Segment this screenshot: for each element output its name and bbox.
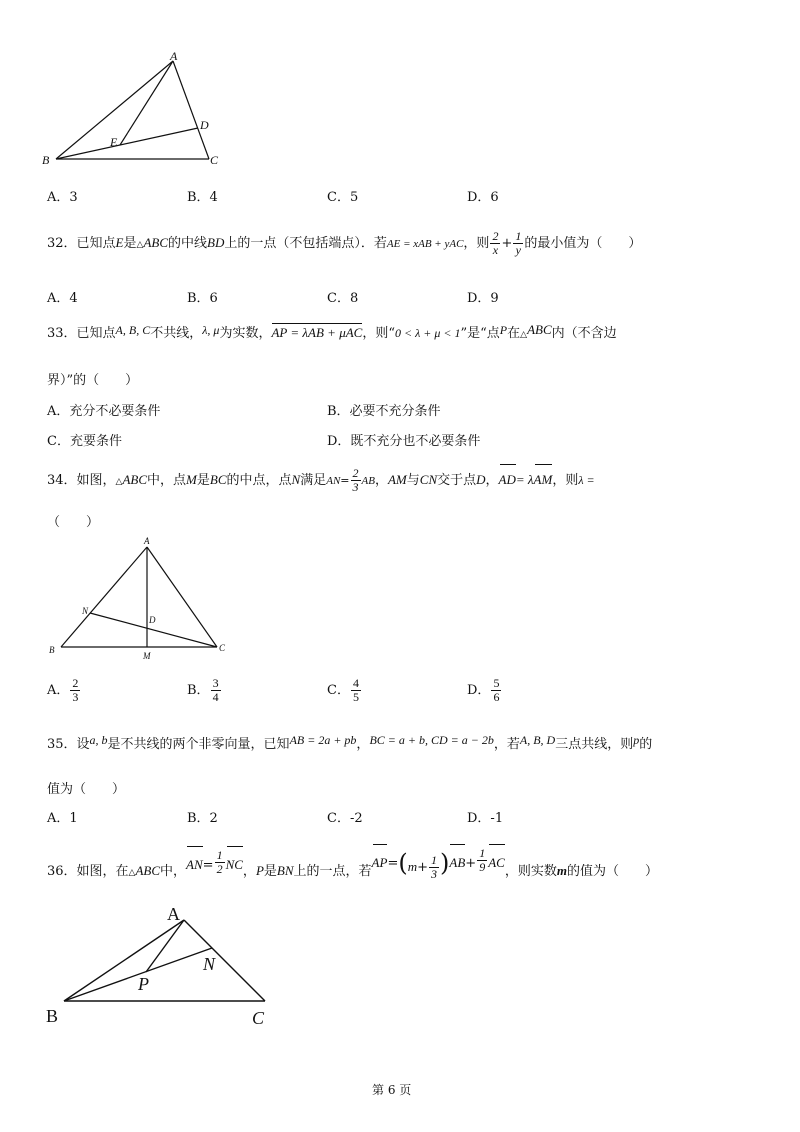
segment-AB — [61, 547, 147, 647]
q34-text: 中，点 — [147, 473, 187, 488]
q36-paren-group — [398, 849, 450, 881]
q33-option-a: A．充分不必要条件 — [47, 404, 161, 419]
q34-option-d — [467, 677, 502, 704]
q31-option-d: D．6 — [467, 190, 499, 205]
page-number: 第 6 页 — [372, 1083, 412, 1097]
q36-vector-ap: AP — [372, 846, 388, 880]
q36-variable-m: m — [556, 863, 567, 878]
q34-segment-am: AM — [387, 472, 407, 487]
q34-segment-cn: CN — [419, 472, 438, 487]
q36-text: ， — [242, 864, 256, 879]
label-B: B — [46, 1006, 59, 1026]
q35-points: A, B, D — [519, 733, 556, 747]
q35-number: 35．设 — [47, 737, 90, 752]
q34-option-c — [327, 677, 362, 704]
q34-text: ， — [374, 473, 388, 488]
q34-vector-am: AM — [534, 466, 553, 494]
q33-text: 在 — [507, 326, 521, 341]
q34-number: 34．如图， — [47, 473, 116, 488]
numerator: 2 — [492, 229, 499, 243]
figure-q36-triangle — [40, 898, 290, 1033]
q36-variable-m: m — [407, 859, 418, 874]
q33-text: ”是“点 — [460, 326, 500, 341]
q34-vector-an: AN — [326, 475, 341, 487]
triangle-symbol: △ — [128, 868, 136, 878]
q35-option-b: B．2 — [187, 811, 218, 826]
q33-points: A, B, C — [115, 323, 151, 337]
denominator: 4 — [212, 690, 219, 704]
q32-text: 的最小值为（ ） — [524, 236, 642, 251]
equals-sign: = — [387, 856, 399, 871]
label-M: M — [143, 651, 151, 660]
label-N: N — [203, 954, 216, 974]
numerator: 1 — [431, 853, 438, 867]
q32-option-a: A．4 — [47, 291, 78, 306]
q35-text: 三点共线，则 — [555, 737, 634, 752]
segment-AC — [147, 547, 217, 647]
denominator: 6 — [493, 690, 500, 704]
q34-text: 与 — [406, 473, 420, 488]
numerator: 2 — [72, 676, 79, 690]
segment-AB — [64, 920, 184, 1001]
label-N: N — [82, 606, 89, 616]
q34-triangle-name: ABC — [122, 472, 148, 487]
label-C: C — [210, 153, 219, 167]
q34-text: ，则 — [552, 473, 579, 488]
label-E: E — [110, 135, 118, 149]
q35-option-c: C．-2 — [327, 811, 363, 826]
numerator: 4 — [352, 676, 359, 690]
q36-stem — [47, 846, 658, 890]
q33-option-b: B．必要不充分条件 — [327, 404, 441, 419]
q32-option-d: D．9 — [467, 291, 499, 306]
segment-AC — [173, 61, 209, 159]
option-fraction — [211, 677, 221, 704]
q34-option-a — [47, 677, 81, 704]
q34-text: ， — [485, 473, 499, 488]
label-D: D — [200, 118, 209, 132]
q32-fraction-1-over-y — [513, 230, 523, 257]
q36-fraction-1-2 — [215, 849, 225, 876]
option-label: C． — [327, 683, 350, 698]
label-D: D — [149, 615, 156, 625]
triangle-symbol: △ — [520, 330, 528, 340]
q34-point-n: N — [291, 472, 301, 487]
label-A: A — [167, 904, 180, 924]
option-fraction — [351, 677, 361, 704]
q36-text: 上的一点，若 — [293, 864, 372, 879]
q32-text: ，则 — [463, 236, 490, 251]
numerator: 1 — [216, 848, 223, 862]
triangle-symbol: △ — [136, 240, 144, 250]
q31-option-c: C．5 — [327, 190, 359, 205]
q32-vector-expression: AE = xAB + yAC — [386, 238, 464, 250]
option-fraction — [70, 677, 80, 704]
q33-option-c: C．充要条件 — [47, 434, 122, 449]
left-paren: ( — [398, 849, 408, 877]
plus-sign: + — [465, 856, 477, 871]
q32-fraction-2-over-x — [490, 230, 500, 257]
q35-variable-p: p — [633, 733, 640, 747]
q35-vectors-ab: a, b — [89, 733, 108, 747]
numerator: 3 — [212, 676, 219, 690]
q35-text: 是不共线的两个非零向量，已知 — [107, 737, 290, 752]
label-C: C — [219, 643, 226, 653]
q34-text: 满足 — [300, 473, 327, 488]
denominator: y — [515, 243, 521, 257]
q34-point-d: D — [476, 472, 486, 487]
right-paren: ) — [440, 849, 450, 877]
q33-text: ，则“ — [362, 326, 395, 341]
q36-triangle-name: ABC — [135, 863, 161, 878]
q35-text: ，若 — [493, 737, 520, 752]
q34-vector-ab: AB — [361, 475, 375, 487]
q35-option-a: A．1 — [47, 811, 78, 826]
denominator: 3 — [72, 690, 79, 704]
label-B: B — [49, 645, 55, 655]
q33-number: 33．已知点 — [47, 326, 116, 341]
option-fraction — [491, 677, 501, 704]
q36-vector-ac: AC — [488, 846, 505, 880]
q32-number: 32．已知点 — [47, 236, 116, 251]
q34-point-m: M — [186, 472, 197, 487]
q34-lambda-equals: λ = — [578, 473, 595, 487]
label-C: C — [252, 1008, 265, 1028]
label-P: P — [138, 974, 149, 994]
q32-text: 的中线 — [168, 236, 208, 251]
q34-fraction-2-3 — [351, 467, 361, 494]
q36-segment-bn: BN — [276, 863, 294, 878]
denominator: x — [492, 243, 499, 257]
segment-BD — [56, 128, 198, 159]
q35-stem — [47, 733, 652, 752]
label-A: A — [170, 50, 178, 63]
numerator: 1 — [479, 846, 486, 860]
q32-point-e: E — [115, 235, 124, 250]
q33-text: 内（不含边 — [551, 326, 617, 341]
q32-text: 上的一点（不包括端点）．若 — [224, 236, 387, 251]
q36-point-p: P — [255, 863, 264, 878]
q36-vector-ab: AB — [449, 846, 465, 880]
denominator: 2 — [216, 862, 223, 876]
q34-option-b — [187, 677, 222, 704]
segment-AE — [120, 61, 173, 145]
q34-segment-bc: BC — [209, 472, 227, 487]
q36-text: 的值为（ ） — [566, 864, 658, 879]
equals-sign: = — [340, 474, 350, 487]
q34-stem-line2: （ ） — [47, 515, 100, 530]
q33-point-p: P — [499, 323, 508, 337]
q32-option-c: C．8 — [327, 291, 359, 306]
q31-option-a: A．3 — [47, 190, 78, 205]
plus-sign: + — [501, 236, 513, 251]
q33-lambda-mu: λ, μ — [202, 323, 220, 337]
denominator: 3 — [431, 867, 438, 881]
option-label: D． — [467, 683, 491, 698]
q33-vector-expression: AP = λAB + μAC — [271, 325, 363, 340]
numerator: 5 — [493, 676, 500, 690]
q35-option-d: D．-1 — [467, 811, 504, 826]
plus-sign: + — [417, 860, 429, 875]
q36-vector-nc: NC — [226, 848, 243, 882]
q33-option-d: D．既不充分也不必要条件 — [327, 434, 481, 449]
q36-text: 中， — [160, 864, 187, 879]
q35-vector-ab-expression: AB = 2a + pb — [289, 733, 357, 747]
q32-median: BD — [207, 235, 225, 250]
q34-stem — [47, 466, 595, 496]
q36-number: 36．如图，在 — [47, 864, 129, 879]
option-label: A． — [47, 683, 70, 698]
q32-stem — [47, 228, 641, 260]
q34-text: 是 — [196, 473, 210, 488]
denominator: 9 — [479, 860, 486, 874]
q36-text: ，则实数 — [504, 864, 557, 879]
q33-text: 为实数， — [219, 326, 272, 341]
label-A: A — [144, 536, 150, 546]
numerator: 1 — [515, 229, 522, 243]
denominator: 3 — [352, 480, 359, 494]
triangle-symbol: △ — [115, 477, 123, 487]
q35-text: ， — [356, 737, 370, 752]
q34-text: 交于点 — [437, 473, 477, 488]
q31-option-b: B．4 — [187, 190, 218, 205]
segment-AC — [184, 920, 265, 1001]
q33-text: 不共线， — [150, 326, 203, 341]
q36-fraction-1-3 — [429, 854, 439, 881]
q34-text: 的中点，点 — [226, 473, 292, 488]
label-B: B — [42, 153, 50, 167]
numerator: 2 — [352, 466, 359, 480]
denominator: 5 — [352, 690, 359, 704]
q35-stem-line2: 值为（ ） — [47, 782, 126, 797]
figure-q34-triangle — [45, 535, 245, 660]
figure-q31-triangle — [40, 50, 230, 175]
q35-text: 的 — [639, 737, 653, 752]
q36-fraction-1-9 — [477, 847, 487, 874]
q36-vector-an: AN — [186, 848, 203, 882]
q33-inequality: 0 < λ + μ < 1 — [394, 326, 461, 340]
q33-stem-line2: 界）”的（ ） — [47, 373, 139, 388]
q33-stem — [47, 322, 617, 341]
q33-triangle-name: ABC — [527, 322, 552, 337]
option-label: B． — [187, 683, 210, 698]
q35-vector-bc-cd-expression: BC = a + b, CD = a − 2b — [369, 733, 494, 747]
q32-option-b: B．6 — [187, 291, 218, 306]
q34-equals-lambda: = λ — [515, 472, 534, 487]
q32-text: 是 — [123, 236, 137, 251]
equals-sign: = — [202, 858, 214, 873]
q34-vector-ad: AD — [499, 466, 516, 494]
q36-text: 是 — [263, 864, 277, 879]
q32-triangle-name: ABC — [143, 235, 168, 250]
